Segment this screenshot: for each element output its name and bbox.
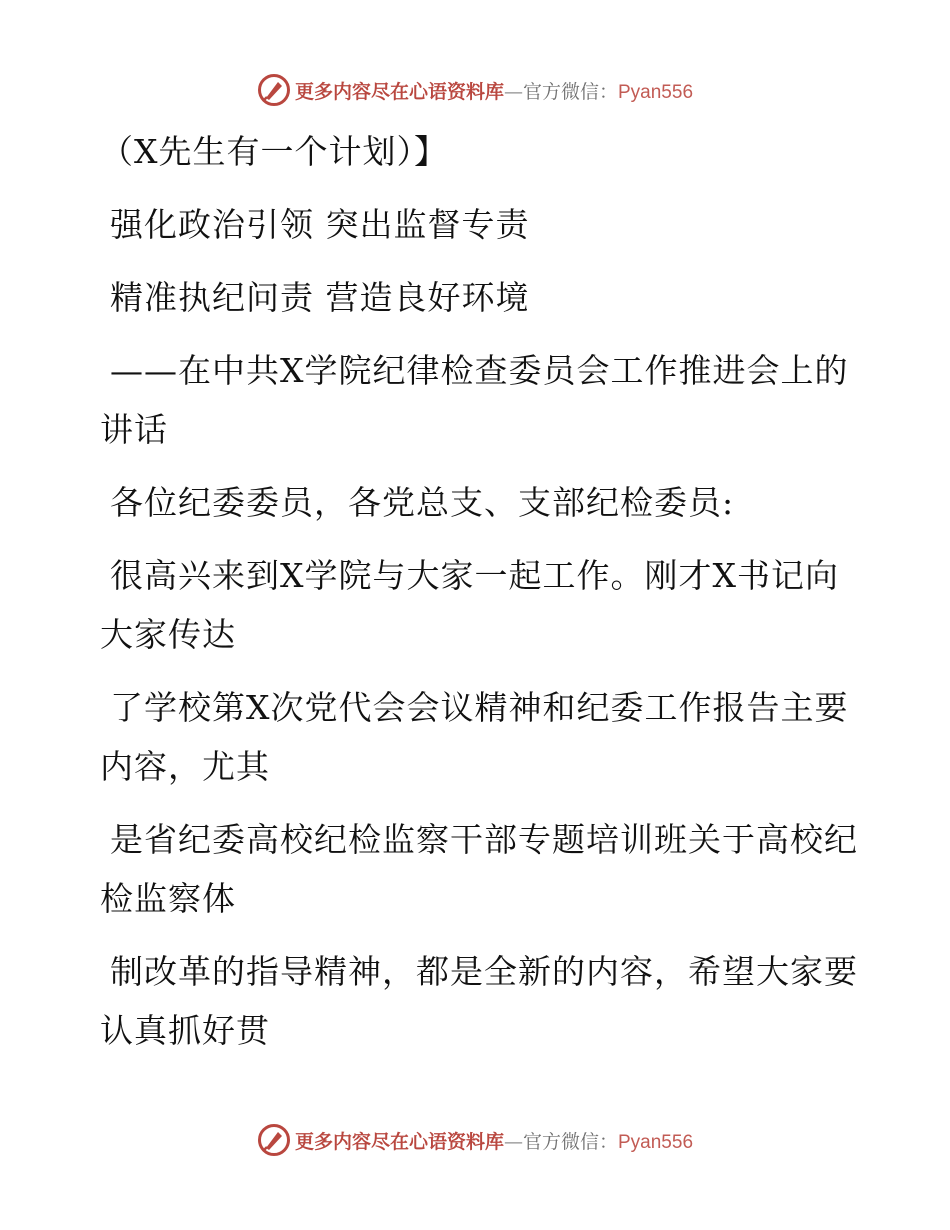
banner-main-text: 更多内容尽在心语资料库	[294, 80, 504, 103]
footer-watermark-banner	[0, 1118, 950, 1162]
header-watermark-banner	[0, 68, 950, 112]
paragraph-subtitle: ——在中共X学院纪律检查委员会工作推进会上的讲话	[100, 351, 849, 449]
banner-sub-text: 官方微信：	[522, 80, 618, 103]
paragraph-salutation: 各位纪委委员，各党总支、支部纪检委员:	[110, 483, 735, 522]
paragraph-body-4: 制改革的指导精神，都是全新的内容，希望大家要认真抓好贯	[100, 952, 858, 1050]
banner-dash: —	[503, 1130, 523, 1153]
paragraph-body-2: 了学校第X次党代会会议精神和纪委工作报告主要内容，尤其	[100, 688, 849, 786]
quill-logo-icon	[257, 1123, 291, 1157]
paragraph-title-line-1: 强化政治引领 突出监督专责	[110, 205, 530, 244]
paragraph-body-1: 很高兴来到X学院与大家一起工作。刚才X书记向大家传达	[100, 556, 839, 654]
banner-main-text: 更多内容尽在心语资料库	[294, 1130, 504, 1153]
banner-text	[295, 77, 693, 104]
document-body	[100, 122, 860, 1074]
banner-text	[295, 1127, 693, 1154]
paragraph-note: （X先生有一个计划）】	[100, 132, 448, 171]
banner-account: Pyan556	[618, 1131, 694, 1153]
paragraph-body-3: 是省纪委高校纪检监察干部专题培训班关于高校纪检监察体	[100, 820, 858, 918]
paragraph-title-line-2: 精准执纪问责 营造良好环境	[110, 278, 530, 317]
banner-sub-text: 官方微信：	[522, 1130, 618, 1153]
banner-account: Pyan556	[618, 81, 694, 103]
banner-dash: —	[503, 80, 523, 103]
quill-logo-icon	[257, 73, 291, 107]
